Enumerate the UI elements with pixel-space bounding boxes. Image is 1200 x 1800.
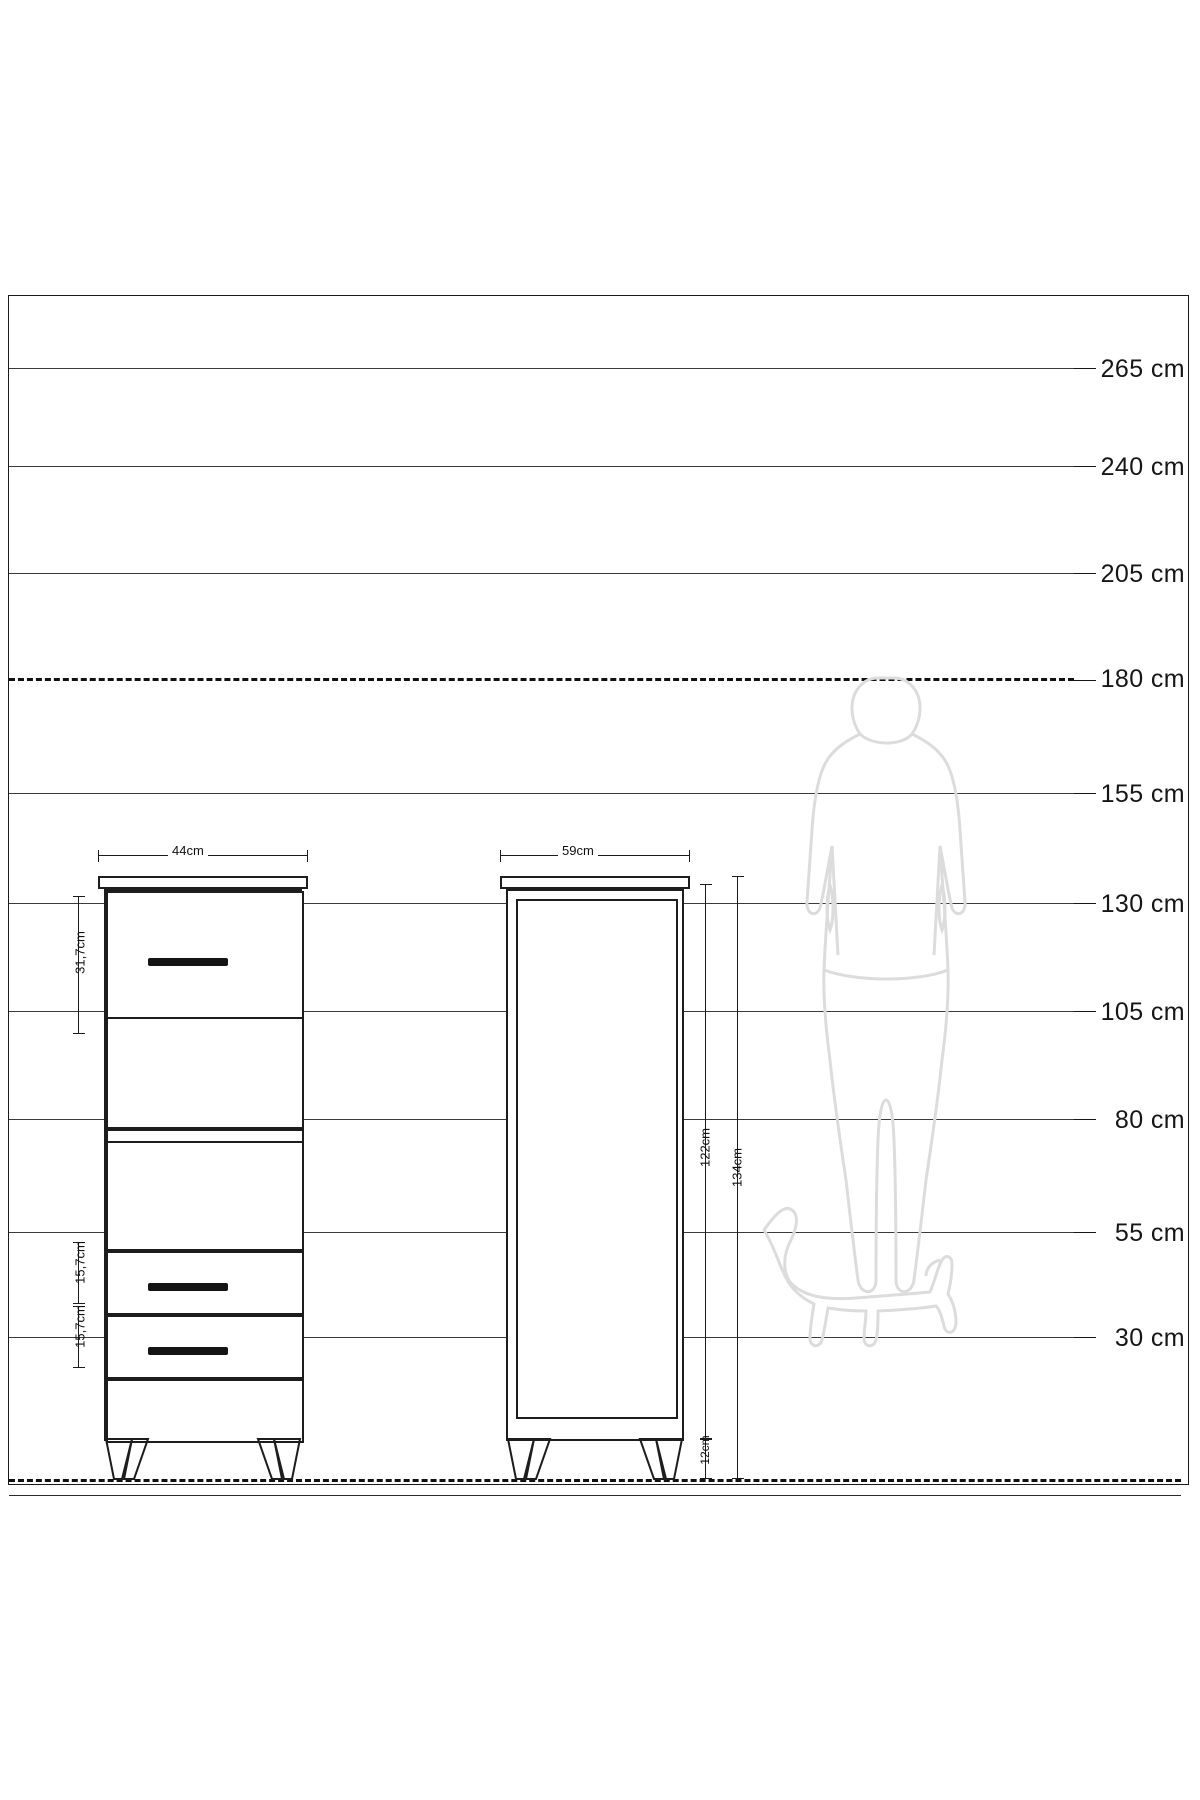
cabinet-right-dim-12-label: 12cm [698,1435,712,1465]
cat-silhouette [764,1208,956,1345]
scale-label-130: 130 cm [1100,890,1185,918]
cabinet-left-width-label: 44cm [168,843,208,858]
cabinet-right-legs [500,1439,690,1481]
scale-label-180: 180 cm [1100,665,1185,693]
silhouette-group [760,670,1020,1400]
cabinet-left-drawer-top[interactable] [106,891,304,1019]
scale-label-105: 105 cm [1100,998,1185,1026]
cabinet-left-shelf-divider [106,1129,304,1143]
cabinet-left[interactable] [98,843,308,1476]
cabinet-left-shelf-2 [106,1143,304,1251]
scale-label-240: 240 cm [1100,453,1185,481]
scale-label-205: 205 cm [1100,560,1185,588]
floor-baseline [9,1495,1181,1496]
cabinet-left-dim-157-b-label: 15,7cm [72,1305,88,1348]
cabinet-left-drawer-bottom[interactable] [106,1315,304,1379]
cabinet-left-top-board [98,876,308,889]
cabinet-left-shelf-1 [106,1019,304,1129]
scale-label-265: 265 cm [1100,355,1185,383]
scale-line-265 [9,368,1074,369]
cabinet-right-width-label: 59cm [558,843,598,858]
scale-label-30: 30 cm [1114,1324,1185,1352]
scale-label-80: 80 cm [1114,1106,1185,1134]
cabinet-left-base-panel [106,1379,304,1443]
cabinet-left-carcass [104,889,302,1441]
drawer-handle-icon[interactable] [148,958,228,966]
cabinet-left-legs [98,1439,308,1481]
cabinet-right-top-board [500,876,690,889]
cabinet-right-dim-122-label: 122cm [697,1127,713,1168]
standing-man-silhouette [807,678,965,1292]
scale-label-55: 55 cm [1114,1219,1185,1247]
drawer-handle-icon[interactable] [148,1283,228,1291]
scale-label-155: 155 cm [1100,780,1185,808]
scale-line-205 [9,573,1074,574]
cabinet-left-drawer-mid[interactable] [106,1251,304,1315]
cabinet-left-dim-317-label: 31,7cm [72,931,88,974]
scale-line-240 [9,466,1074,467]
cabinet-right-door[interactable] [516,899,678,1419]
cabinet-right[interactable] [500,843,690,1476]
cabinet-right-carcass [506,889,684,1441]
drawer-handle-icon[interactable] [148,1347,228,1355]
cabinet-left-dim-157-a-label: 15,7cm [72,1241,88,1284]
cabinet-right-dim-134-label: 134cm [729,1147,745,1188]
